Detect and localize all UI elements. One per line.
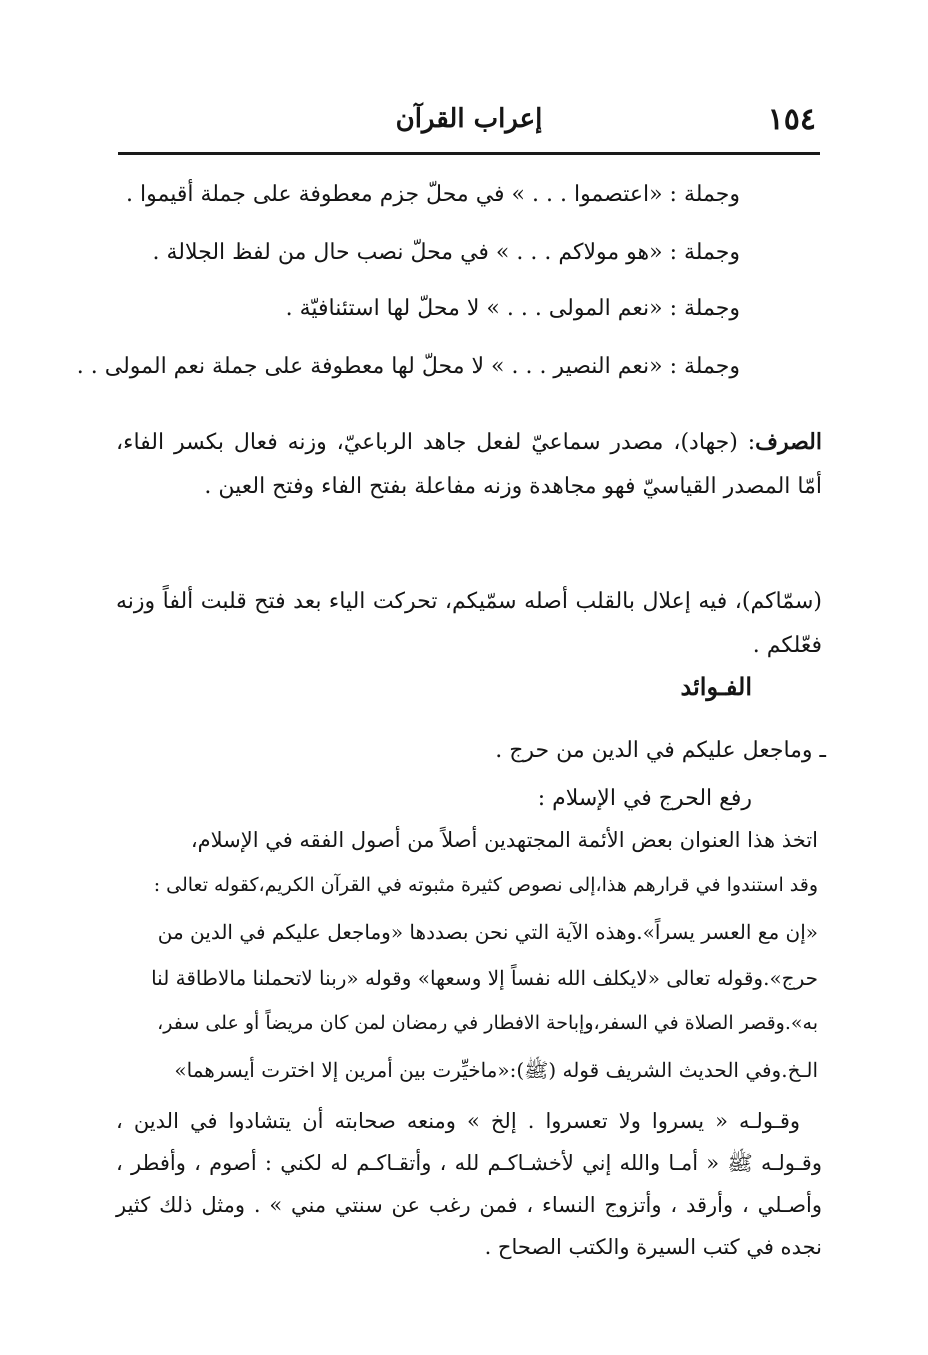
jumla-line-1: وجملة : «اعتصموا . . . » في محلّ جزم معطوفة على جملة أقيموا . <box>126 182 740 207</box>
fawaid-heading: الفـوائد <box>680 672 752 701</box>
page-header <box>118 96 820 155</box>
fawaid-line-3: «إن مع العسر يسراً».وهذه الآية التي نحن بصددها «وماجعل عليكم في الدين من <box>157 920 818 944</box>
samakum-paragraph: (سمّاكم)، فيه إعلال بالقلب أصله سمّيكم، تحركت الياء بعد فتح قلبت ألفاً وزنه فعّلكم . <box>116 589 822 658</box>
fawaid-line-1: اتخذ هذا العنوان بعض الأئمة المجتهدين أصلاً من أصول الفقه في الإسلام، <box>190 828 818 852</box>
sarf-paragraph <box>116 420 822 509</box>
closing-paragraph: وقـولـه « يسروا ولا تعسروا . إلخ » ومنعه صحابته أن يتشادوا في الدين ، وقـولـه ﷺ « أمـا والله إني لأخشـاكـم لله ، وأتقـاكـم له لكني : أصوم ، وأفطر ، وأصـلي ، وأرقد ، وأتزوج النساء ، فمن رغب عن سنتي مني » . ومثل ذلك كثير نجده في كتب السيرة والكتب الصحاح . <box>116 1109 822 1259</box>
verse-line: ـ وماجعل عليكم في الدين من حرج . <box>495 738 826 763</box>
jumla-line-2: وجملة : «هو مولاكم . . . » في محلّ نصب حال من لفظ الجلالة . <box>152 240 740 265</box>
fawaid-subtitle: رفع الحرج في الإسلام : <box>537 786 752 811</box>
fawaid-line-5: به».وقصر الصلاة في السفر،وإباحة الافطار في رمضان لمن كان مريضاً أو على سفر، <box>157 1012 818 1034</box>
fawaid-line-2: وقد استندوا في قرارهم هذا،إلى نصوص كثيرة مثبوته في القرآن الكريم،كقوله تعالى : <box>153 874 818 896</box>
sarf-text: : (جهاد)، مصدر سماعيّ لفعل جاهد الرباعيّ، وزنه فعال بكسر الفاء، أمّا المصدر القياسيّ فهو مجاهدة وزنه مفاعلة بفتح الفاء وفتح العين . <box>116 430 822 499</box>
jumla-line-4: وجملة : «نعم النصير . . . » لا محلّ لها معطوفة على جملة نعم المولى . . <box>76 354 740 379</box>
sarf-label: الصرف <box>755 429 822 455</box>
page-number: ١٥٤ <box>767 102 816 137</box>
running-title: إعراب القرآن <box>395 104 543 134</box>
jumla-line-3: وجملة : «نعم المولى . . . » لا محلّ لها استئنافيّة . <box>285 296 740 321</box>
fawaid-line-4: حرج».وقوله تعالى «لايكلف الله نفساً إلا وسعها» وقوله «ربنا لاتحملنا مالاطاقة لنا <box>151 966 818 990</box>
fawaid-line-6: الـخ.وفي الحديث الشريف قوله (ﷺ):«ماخيِّرت بين أمرين إلا اخترت أيسرهما» <box>174 1058 818 1082</box>
